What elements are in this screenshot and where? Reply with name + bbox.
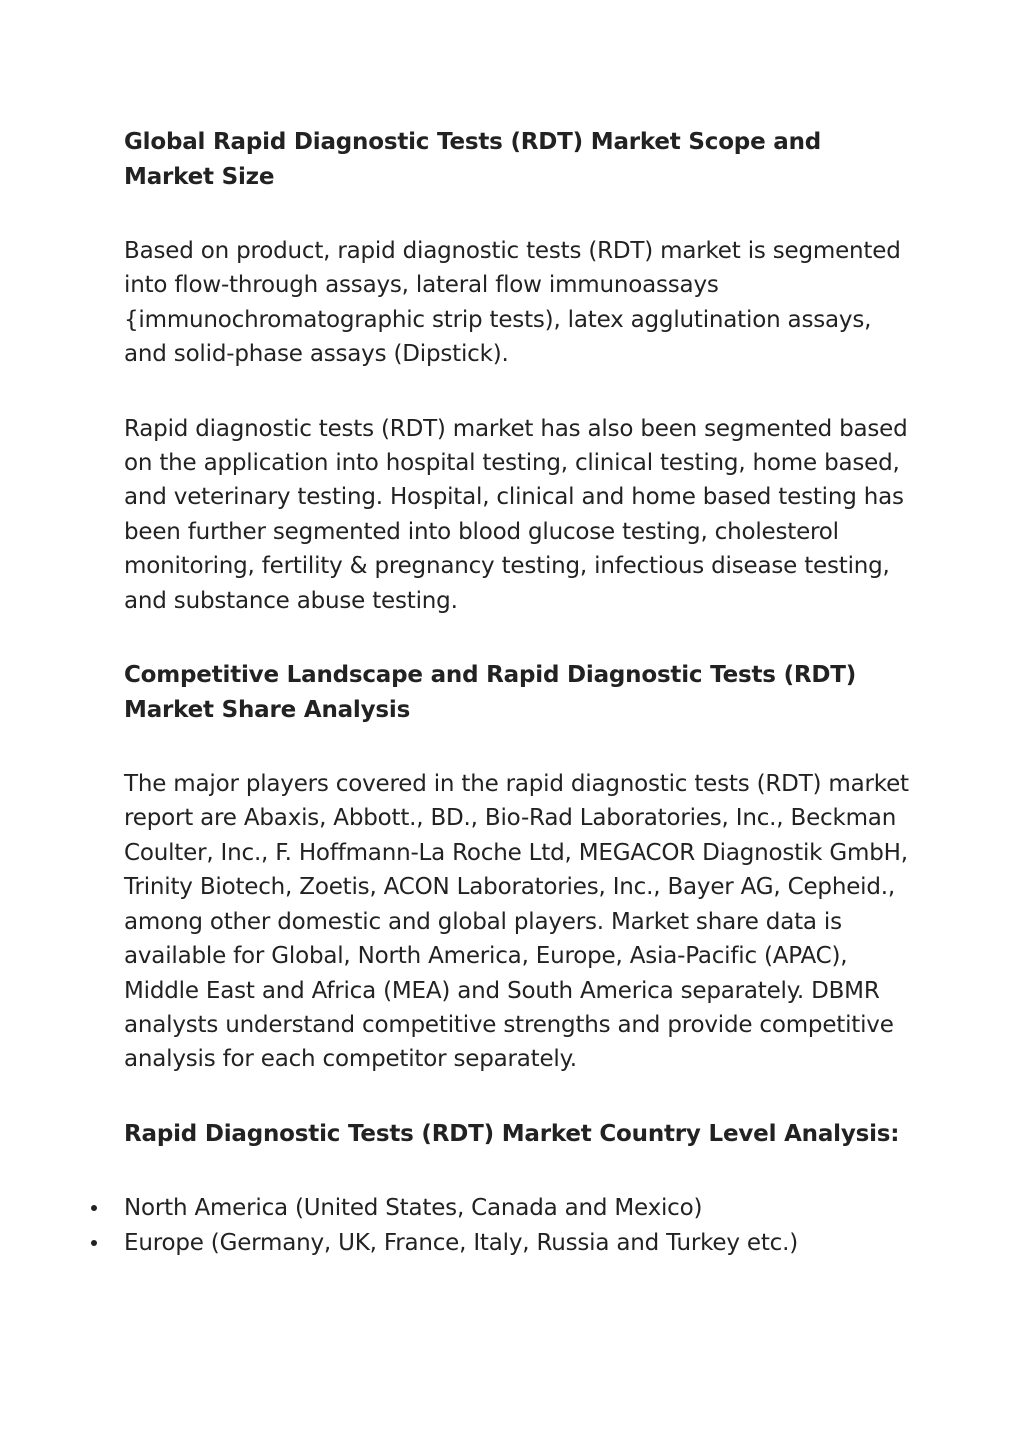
bullet-icon <box>91 1205 97 1211</box>
bullet-icon <box>91 1240 97 1246</box>
paragraph-application-segmentation: Rapid diagnostic tests (RDT) market has also been segmented based on the application into hospital testing, clinical testing, home based, and veterinary testing. Hospital, clinical and home based testing has been further segmented into blood glucose testing, cholesterol monitoring, fertility & pregnancy testing, infectious disease testing, and substance abuse testing. <box>124 415 908 614</box>
list-item <box>124 1191 914 1225</box>
list-item <box>124 1226 914 1260</box>
heading-market-scope: Global Rapid Diagnostic Tests (RDT) Market Scope and Market Size <box>124 129 822 190</box>
paragraph-major-players: The major players covered in the rapid diagnostic tests (RDT) market report are Abaxis, Abbott., BD., Bio-Rad Laboratories, Inc., Beckman Coulter, Inc., F. Hoffmann-La Roche Ltd, MEGACOR Diagnostik GmbH, Trinity Biotech, Zoetis, ACON Laboratories, Inc., Bayer AG, Cepheid., among other domestic and global players. Market share data is available for Global, North America, Europe, Asia-Pacific (APAC), Middle East and Africa (MEA) and South America separately. DBMR analysts understand competitive strengths and provide competitive analysis for each competitor separately. <box>124 771 909 1073</box>
heading-competitive-landscape: Competitive Landscape and Rapid Diagnostic Tests (RDT) Market Share Analysis <box>124 662 857 723</box>
country-list <box>124 1191 914 1260</box>
list-item-text: Europe (Germany, UK, France, Italy, Russia and Turkey etc.) <box>124 1229 798 1256</box>
list-item-text: North America (United States, Canada and Mexico) <box>124 1195 703 1222</box>
document-page <box>124 125 914 1260</box>
paragraph-product-segmentation: Based on product, rapid diagnostic tests (RDT) market is segmented into flow-through assays, lateral flow immunoassays {immunochromatographic strip tests), latex agglutination assays, and solid-phase assays (Dipstick). <box>124 238 901 368</box>
heading-country-analysis: Rapid Diagnostic Tests (RDT) Market Country Level Analysis: <box>124 1120 900 1147</box>
